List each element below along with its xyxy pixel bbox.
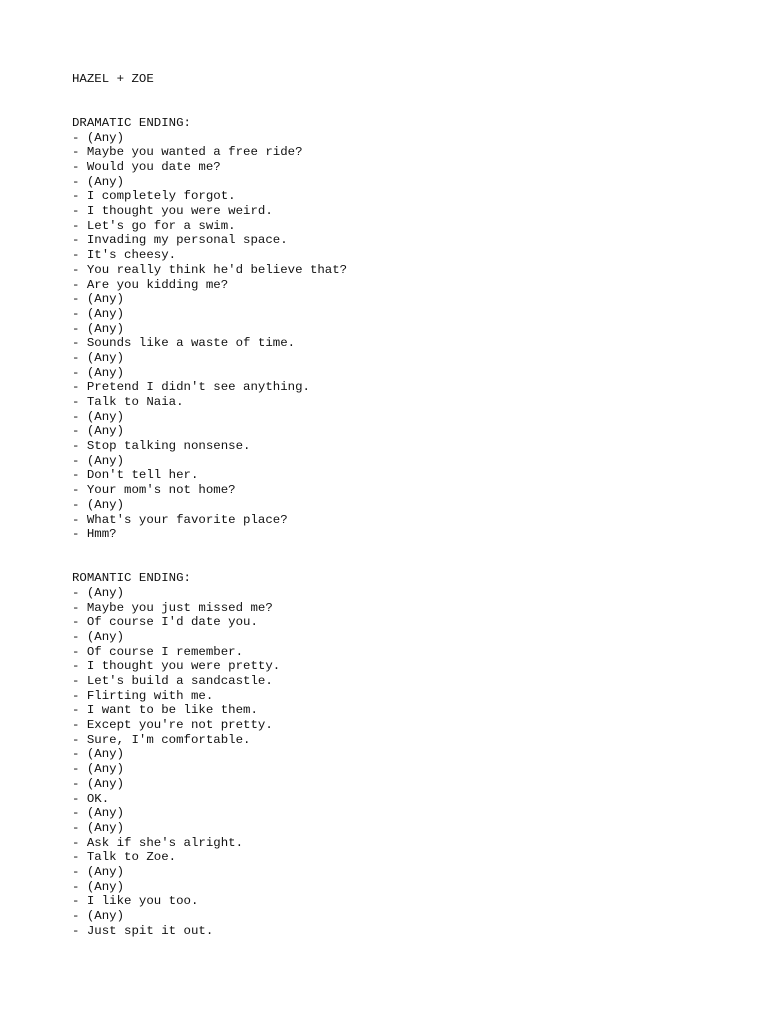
list-item: - Talk to Zoe. [72, 850, 177, 865]
list-item: - (Any) [72, 365, 125, 380]
list-item: - Your mom's not home? [72, 483, 236, 498]
list-item: - (Any) [72, 820, 125, 835]
list-item: - (Any) [72, 762, 125, 777]
list-item: - (Any) [72, 174, 125, 189]
list-item: - Of course I'd date you. [72, 615, 258, 630]
list-item: - Sure, I'm comfortable. [72, 732, 251, 747]
list-item: - (Any) [72, 806, 125, 821]
list-item: - (Any) [72, 909, 125, 924]
list-item: - I want to be like them. [72, 703, 258, 718]
list-item: - Stop talking nonsense. [72, 439, 251, 454]
list-item: - Let's go for a swim. [72, 218, 236, 233]
list-item: - I completely forgot. [72, 189, 236, 204]
list-item: - (Any) [72, 585, 125, 600]
list-item: - You really think he'd believe that? [72, 262, 348, 277]
document-page [72, 72, 752, 938]
list-item: - Flirting with me. [72, 688, 214, 703]
romantic-ending-lines [72, 586, 752, 939]
list-item: - (Any) [72, 629, 125, 644]
list-item: - (Any) [72, 453, 125, 468]
list-item: - (Any) [72, 321, 125, 336]
romantic-ending-section [72, 571, 752, 938]
list-item: - (Any) [72, 350, 125, 365]
list-item: - Would you date me? [72, 160, 221, 175]
list-item: - Talk to Naia. [72, 395, 184, 410]
list-item: - Don't tell her. [72, 468, 199, 483]
list-item: - Except you're not pretty. [72, 718, 273, 733]
list-item: - Let's build a sandcastle. [72, 674, 273, 689]
list-item: - Sounds like a waste of time. [72, 336, 296, 351]
list-item: - (Any) [72, 409, 125, 424]
list-item: - Maybe you wanted a free ride? [72, 145, 303, 160]
list-item: - (Any) [72, 776, 125, 791]
list-item: - Just spit it out. [72, 923, 214, 938]
dramatic-ending-lines [72, 131, 752, 542]
list-item: - OK. [72, 791, 110, 806]
list-item: - (Any) [72, 864, 125, 879]
list-item: - (Any) [72, 879, 125, 894]
list-item: - I thought you were weird. [72, 204, 273, 219]
list-item: - I like you too. [72, 894, 199, 909]
dramatic-ending-heading: DRAMATIC ENDING: [72, 115, 191, 130]
list-item: - Are you kidding me? [72, 277, 229, 292]
list-item: - (Any) [72, 747, 125, 762]
list-item: - (Any) [72, 292, 125, 307]
list-item: - What's your favorite place? [72, 512, 288, 527]
list-item: - (Any) [72, 424, 125, 439]
list-item: - Pretend I didn't see anything. [72, 380, 310, 395]
dramatic-ending-section [72, 116, 752, 542]
list-item: - (Any) [72, 130, 125, 145]
list-item: - (Any) [72, 306, 125, 321]
list-item: - Of course I remember. [72, 644, 244, 659]
list-item: - Ask if she's alright. [72, 835, 244, 850]
list-item: - I thought you were pretty. [72, 659, 281, 674]
list-item: - Invading my personal space. [72, 233, 288, 248]
romantic-ending-heading: ROMANTIC ENDING: [72, 571, 191, 586]
document-title: HAZEL + ZOE [72, 72, 154, 86]
list-item: - (Any) [72, 497, 125, 512]
list-item: - Hmm? [72, 527, 117, 542]
list-item: - Maybe you just missed me? [72, 600, 273, 615]
list-item: - It's cheesy. [72, 248, 177, 263]
